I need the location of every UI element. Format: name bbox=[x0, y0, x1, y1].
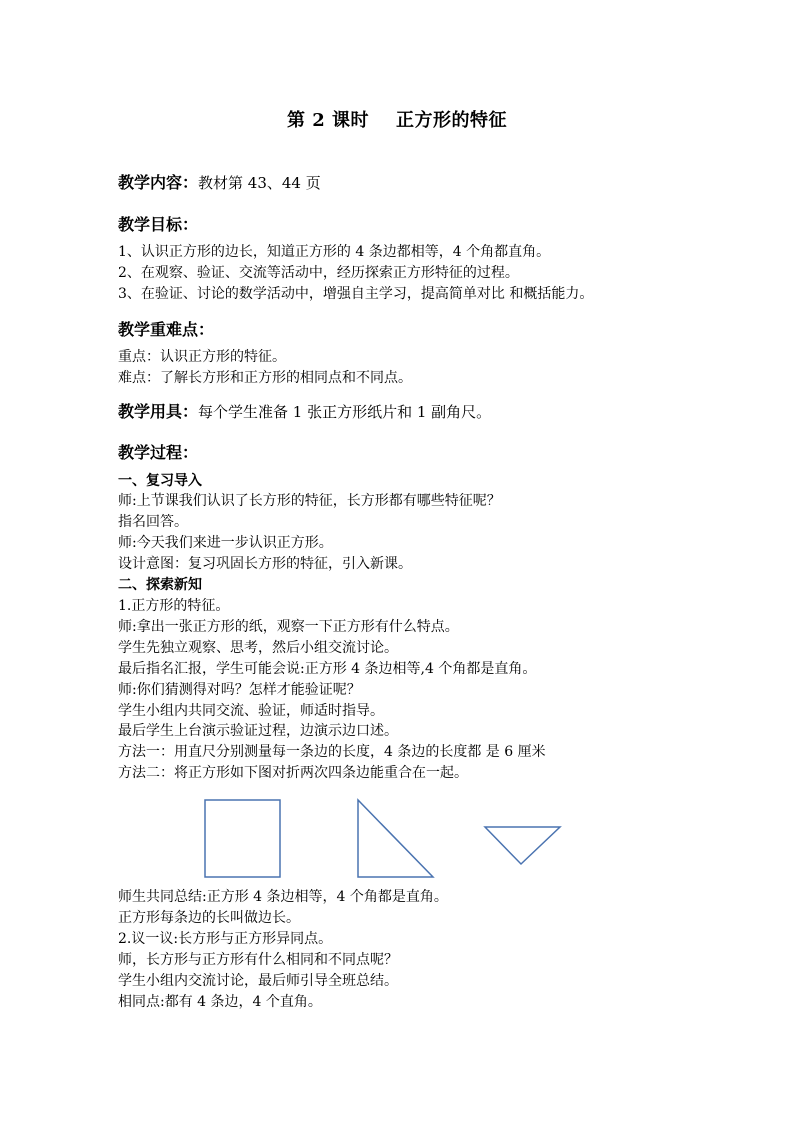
process-line: 师:拿出一张正方形的纸，观察一下正方形有什么特点。 bbox=[118, 619, 459, 635]
content-value: 教材第 43、44 页 bbox=[198, 174, 321, 192]
objective-item: 2、在观察、验证、交流等活动中，经历探索正方形特征的过程。 bbox=[118, 265, 519, 281]
process-heading: 教学过程： bbox=[118, 443, 199, 462]
process-line: 正方形每条边的长叫做边长。 bbox=[118, 910, 300, 926]
process-line: 师，长方形与正方形有什么相同和不同点呢？ bbox=[118, 952, 398, 968]
process-line: 1.正方形的特征。 bbox=[118, 598, 230, 614]
process-line: 相同点:都有 4 条边，4 个直角。 bbox=[118, 994, 322, 1010]
content-label: 教学内容： bbox=[118, 173, 199, 192]
process-line: 学生先独立观察、思考，然后小组交流讨论。 bbox=[118, 640, 398, 656]
process-line: 学生小组内共同交流、验证，师适时指导。 bbox=[118, 703, 384, 719]
process-line: 2.议一议:长方形与正方形异同点。 bbox=[118, 931, 333, 947]
objective-item: 1、认识正方形的边长，知道正方形的 4 条边都相等，4 个角都直角。 bbox=[118, 244, 551, 260]
process-line: 学生小组内交流讨论，最后师引导全班总结。 bbox=[118, 973, 398, 989]
keypoint-item: 难点：了解长方形和正方形的相同点和不同点。 bbox=[118, 370, 412, 386]
process-line: 最后学生上台演示验证过程，边演示边口述。 bbox=[118, 723, 398, 739]
process-line: 方法一：用直尺分别测量每一条边的长度，4 条边的长度都 是 6 厘米 bbox=[118, 744, 546, 760]
process-line: 方法二：将正方形如下图对折两次四条边能重合在一起。 bbox=[118, 765, 468, 781]
page-title: 第 2 课时 正方形的特征 bbox=[286, 110, 508, 131]
process-line: 最后指名汇报，学生可能会说:正方形 4 条边相等,4 个角都是直角。 bbox=[118, 661, 537, 677]
process-line: 师:今天我们来进一步认识正方形。 bbox=[118, 535, 333, 551]
process-line: 指名回答。 bbox=[118, 514, 188, 530]
part1-heading: 一、复习导入 bbox=[118, 473, 202, 489]
objectives-heading: 教学目标： bbox=[118, 215, 199, 234]
keypoints-heading: 教学重难点： bbox=[118, 320, 215, 339]
folded-triangle-shape bbox=[358, 800, 433, 877]
tools-section bbox=[118, 399, 491, 422]
keypoint-item: 重点：认识正方形的特征。 bbox=[118, 349, 286, 365]
part2-heading: 二、探索新知 bbox=[118, 577, 202, 593]
content-section bbox=[118, 170, 321, 193]
folding-figures bbox=[0, 790, 794, 890]
objective-item: 3、在验证、讨论的数学活动中，增强自主学习，提高简单对比 和概括能力。 bbox=[118, 286, 594, 302]
process-line: 师生共同总结:正方形 4 条边相等，4 个角都是直角。 bbox=[118, 889, 448, 905]
square-shape bbox=[205, 800, 280, 877]
double-folded-triangle-shape bbox=[485, 827, 560, 864]
process-line: 设计意图：复习巩固长方形的特征，引入新课。 bbox=[118, 556, 412, 572]
process-line: 师:你们猜测得对吗？怎样才能验证呢？ bbox=[118, 682, 361, 698]
tools-label: 教学用具： bbox=[118, 402, 199, 421]
tools-value: 每个学生准备 1 张正方形纸片和 1 副角尺。 bbox=[198, 403, 492, 421]
process-line: 师:上节课我们认识了长方形的特征，长方形都有哪些特征呢？ bbox=[118, 493, 501, 509]
